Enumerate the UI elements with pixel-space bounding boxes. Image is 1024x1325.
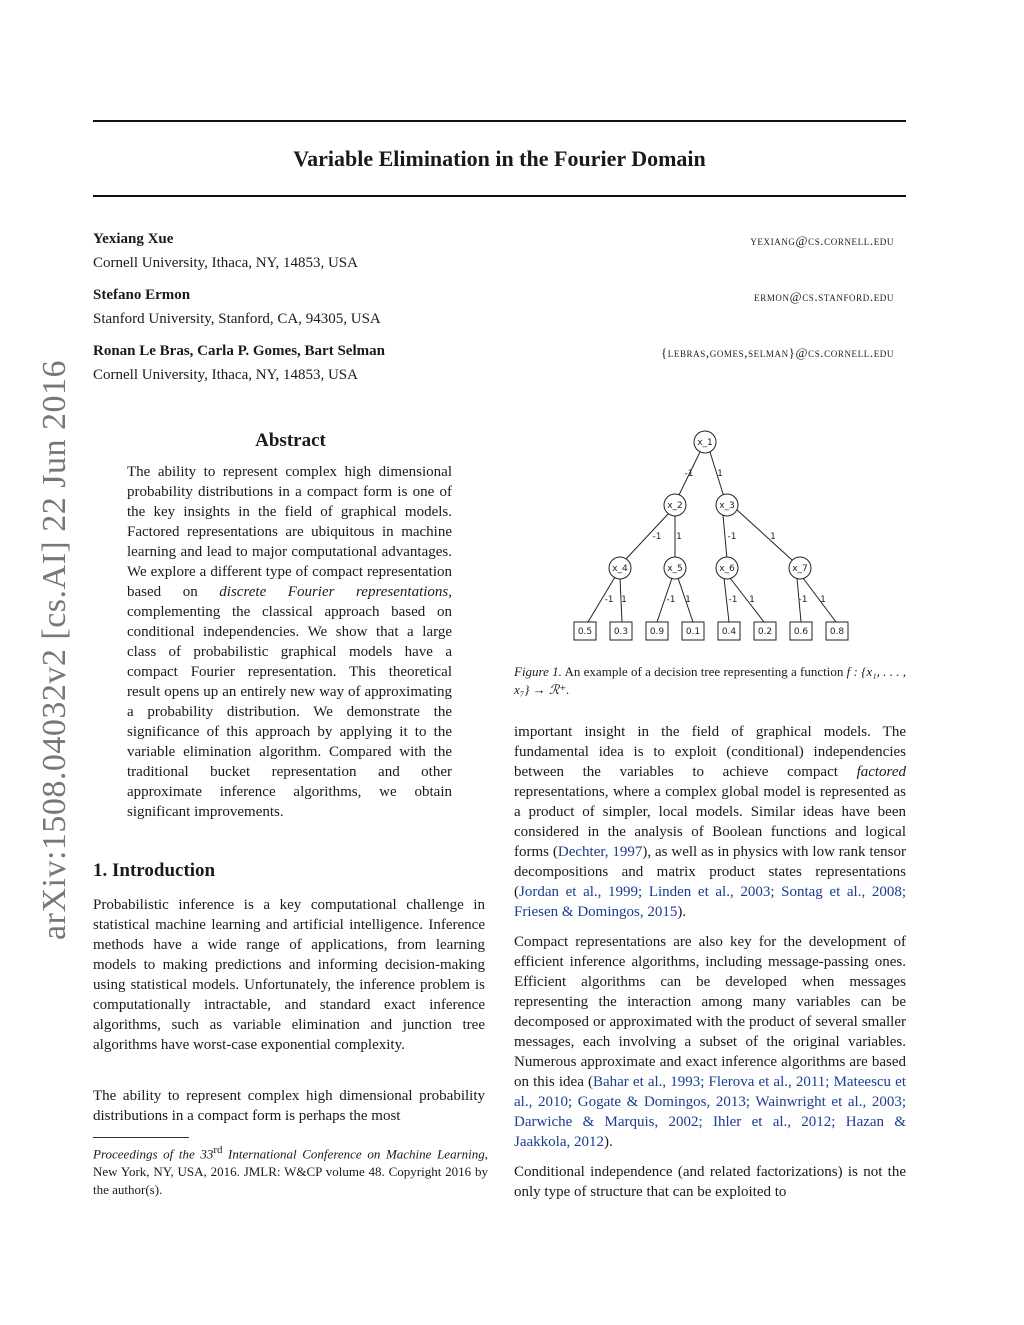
body-text: Compact representations are also key for the development of efficient inference algorithms, including message-passing ones. Efficient algorithms can be developed when messages representing the interaction among many variables can be decomposed or approximated with the product of several smaller messages, each involving a subset of the original variables. Numerous approximate and exact inference algorithms are based on this idea ( [514,934,906,1090]
edge-label: 1 [820,595,826,605]
edge-label: 1 [717,469,723,479]
tree-leaf-value: 0.1 [685,627,701,637]
tree-leaf-value: 0.9 [649,627,665,637]
body-emphasis: factored [856,764,906,780]
author-name: Yexiang Xue [93,231,174,247]
abstract-heading: Abstract [255,430,326,451]
paper-title: Variable Elimination in the Fourier Domain [293,146,706,171]
tree-node-label: x_2 [667,501,683,511]
arxiv-stamp: arXiv:1508.04032v2 [cs.AI] 22 Jun 2016 [36,360,73,940]
footnote-details: , New York, NY, USA, 2016. JMLR: W&CP volume 48. Copyright 2016 by the author(s). [93,1146,488,1198]
edge-label: 1 [685,595,691,605]
edge-label: -1 [666,595,676,605]
author-name: Stefano Ermon [93,287,191,303]
edge-label: -1 [652,532,662,542]
body-text: representations, where a complex global model is represented as a product of simpler, local models. Similar ideas have been considered in the analysis of Boolean functions and logical forms ( [514,784,906,860]
footnote-proceedings: Proceedings of the 33 [93,1146,214,1162]
body-paragraph [514,932,906,1152]
body-text: ). [677,904,687,920]
tree-node-label: x_6 [719,564,735,574]
edge-label: 1 [621,595,627,605]
abstract-emphasis: discrete Fourier representations [219,584,449,600]
citation-link[interactable]: Bahar et al., 1993; Flerova et al., 2011; Mateescu et al., 2010; Gogate & Domingos, 2013; Wainwright et al., 2003; Darwiche & Marquis, 2002; Ihler et al., 2012; Hazan & Jaakkola, 2012 [514,1074,906,1150]
tree-leaf-value: 0.3 [613,627,629,637]
body-text: ). [603,1134,613,1150]
edge-label: 1 [676,532,682,542]
tree-node-label: x_3 [719,501,735,511]
figure-caption-math: f : {x₁, . . . , x₇} → ℛ⁺. [514,664,906,697]
intro-paragraph: The ability to represent complex high dimensional probability distributions in a compact form is perhaps the most [93,1088,485,1124]
tree-node-label: x_1 [697,438,713,448]
section-heading-introduction: 1. Introduction [93,860,216,881]
citation-link[interactable]: Dechter, 1997 [557,844,643,860]
body-text: important insight in the field of graphical models. The fundamental idea is to exploit (conditional) independencies between the variables to achieve compact [514,724,906,780]
footnote [93,1141,488,1199]
tree-node-label: x_4 [612,564,628,574]
author-email[interactable]: ermon@cs.stanford.edu [754,289,894,304]
tree-leaf-value: 0.4 [721,627,737,637]
tree-node-label: x_5 [667,564,683,574]
author-affiliation: Stanford University, Stanford, CA, 94305, USA [93,311,381,327]
author-affiliation: Cornell University, Ithaca, NY, 14853, USA [93,367,358,383]
abstract-body [127,462,452,822]
figure-caption-text: An example of a decision tree representing a function [561,664,847,679]
tree-leaf-value: 0.2 [757,627,773,637]
tree-leaf-value: 0.6 [793,627,809,637]
author-email[interactable]: yexiang@cs.cornell.edu [750,233,894,248]
edge-label: -1 [727,532,737,542]
abstract-text: The ability to represent complex high dimensional probability distributions in a compact form is one of the key insights in the field of graphical models. Factored representations are ubiquitous in machine learning and lead to major computational advantages. We explore a different type of compact representation based on [127,464,452,600]
figure-caption [514,663,906,699]
body-paragraph [514,722,906,922]
intro-paragraph: Probabilistic inference is a key computational challenge in statistical machine learning and artificial intelligence. Inference methods have a wide range of applications, from learning models to making predictions and informing decision-making using statistical models. Unfortunately, the inference problem is computationally intractable, and standard exact inference algorithms, such as variable elimination and junction tree algorithms have worst-case exponential complexity. [93,897,485,1053]
tree-leaf-value: 0.5 [577,627,593,637]
author-name: Ronan Le Bras, Carla P. Gomes, Bart Selman [93,343,385,359]
footnote-conference: International Conference on Machine Learning [222,1146,485,1162]
footnote-rule [93,1137,189,1138]
edge-label: -1 [798,595,808,605]
edge-label: 1 [749,595,755,605]
abstract-text: , complementing the classical approach based on conditional independencies. We show that a large class of probabilistic graphical models have a compact Fourier representation. This theoretical result opens up an entirely new way of approximating a probability distribution. We demonstrate the significance of this approach by applying it to the variable elimination algorithm. Compared with the traditional bucket representation and other approximate inference algorithms, we obtain significant improvements. [127,584,452,820]
tree-node-label: x_7 [792,564,808,574]
edge-label: -1 [728,595,738,605]
figure-caption-label: Figure 1. [514,664,562,679]
title-bottom-rule [93,195,906,197]
decision-tree-figure [560,420,860,650]
title-top-rule [93,120,906,122]
edge-label: 1 [770,532,776,542]
body-text: ), as well as in physics with low rank tensor decompositions and matrix product states representations ( [514,844,906,900]
citation-link[interactable]: Jordan et al., 1999; Linden et al., 2003; Sontag et al., 2008; Friesen & Domingos, 2015 [514,884,906,920]
author-affiliation: Cornell University, Ithaca, NY, 14853, USA [93,255,358,271]
footnote-superscript: rd [213,1144,223,1156]
tree-leaf-value: 0.8 [829,627,845,637]
author-email[interactable]: {lebras,gomes,selman}@cs.cornell.edu [660,345,894,360]
body-paragraph: Conditional independence (and related factorizations) is not the only type of structure that can be exploited to [514,1164,906,1200]
edge-label: -1 [684,469,694,479]
edge-label: -1 [604,595,614,605]
